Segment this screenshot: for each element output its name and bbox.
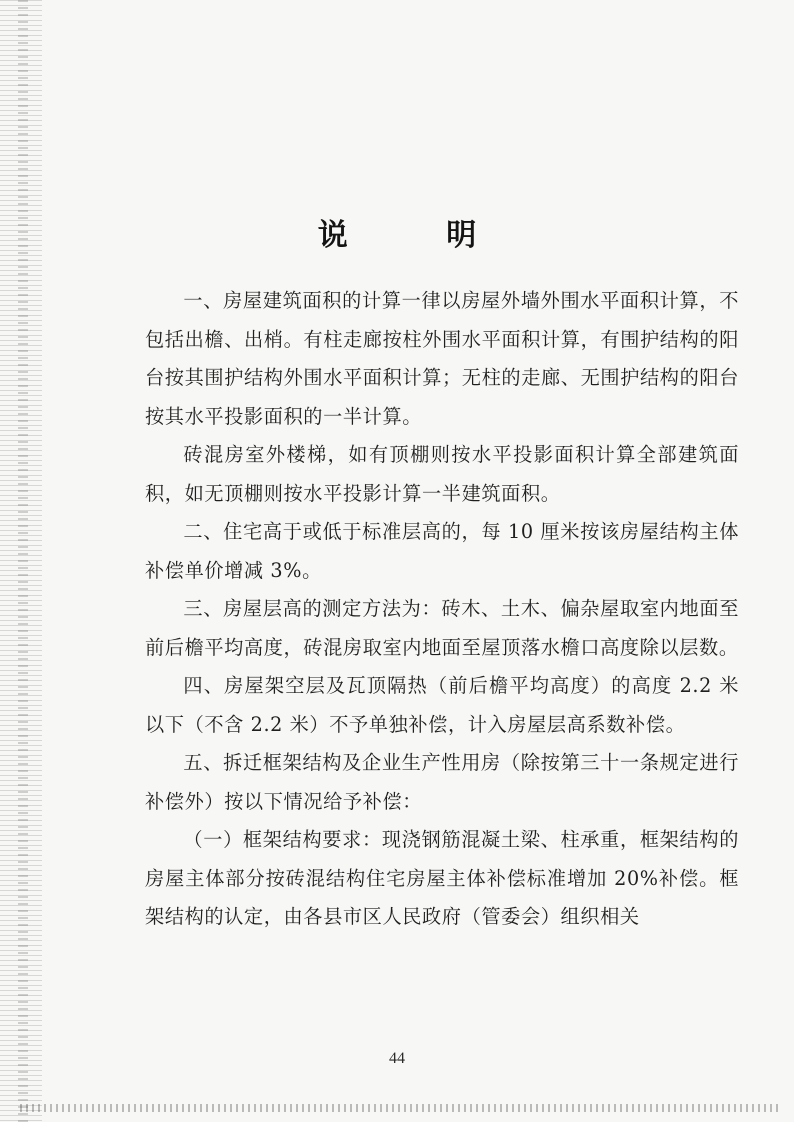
page-number: 44 — [389, 1050, 405, 1067]
page-title: 说 明 — [317, 218, 521, 254]
paragraph-2: 砖混房室外楼梯，如有顶棚则按水平投影面积计算全部建筑面积，如无顶棚则按水平投影计算一半建筑面积。 — [145, 443, 739, 505]
paragraph-3: 二、住宅高于或低于标准层高的，每 10 厘米按该房屋结构主体补偿单价增减 3%。 — [145, 520, 739, 582]
paragraph-6: 五、拆迁框架结构及企业生产性用房（除按第三十一条规定进行补偿外）按以下情况给予补偿： — [145, 751, 739, 813]
paragraph-1: 一、房屋建筑面积的计算一律以房屋外墙外围水平面积计算，不包括出檐、出梢。有柱走廊按柱外围水平面积计算，有围护结构的阳台按其围护结构外围水平面积计算；无柱的走廊、无围护结构的阳台按其水平投影面积的一半计算。 — [145, 289, 739, 428]
paragraph-4: 三、房屋层高的测定方法为：砖木、土木、偏杂屋取室内地面至前后檐平均高度，砖混房取室内地面至屋顶落水檐口高度除以层数。 — [145, 597, 739, 659]
paragraph-7: （一）框架结构要求：现浇钢筋混凝土梁、柱承重，框架结构的房屋主体部分按砖混结构住宅房屋主体补偿标准增加 20%补偿。框架结构的认定，由各县市区人民政府（管委会）组织相关 — [145, 828, 739, 928]
paragraph-5: 四、房屋架空层及瓦顶隔热（前后檐平均高度）的高度 2.2 米以下（不含 2.2 米）不予单独补偿，计入房屋层高系数补偿。 — [145, 674, 739, 736]
scan-edge-left — [0, 0, 42, 1122]
scan-edge-bottom — [20, 1104, 780, 1112]
document-body — [145, 282, 739, 937]
